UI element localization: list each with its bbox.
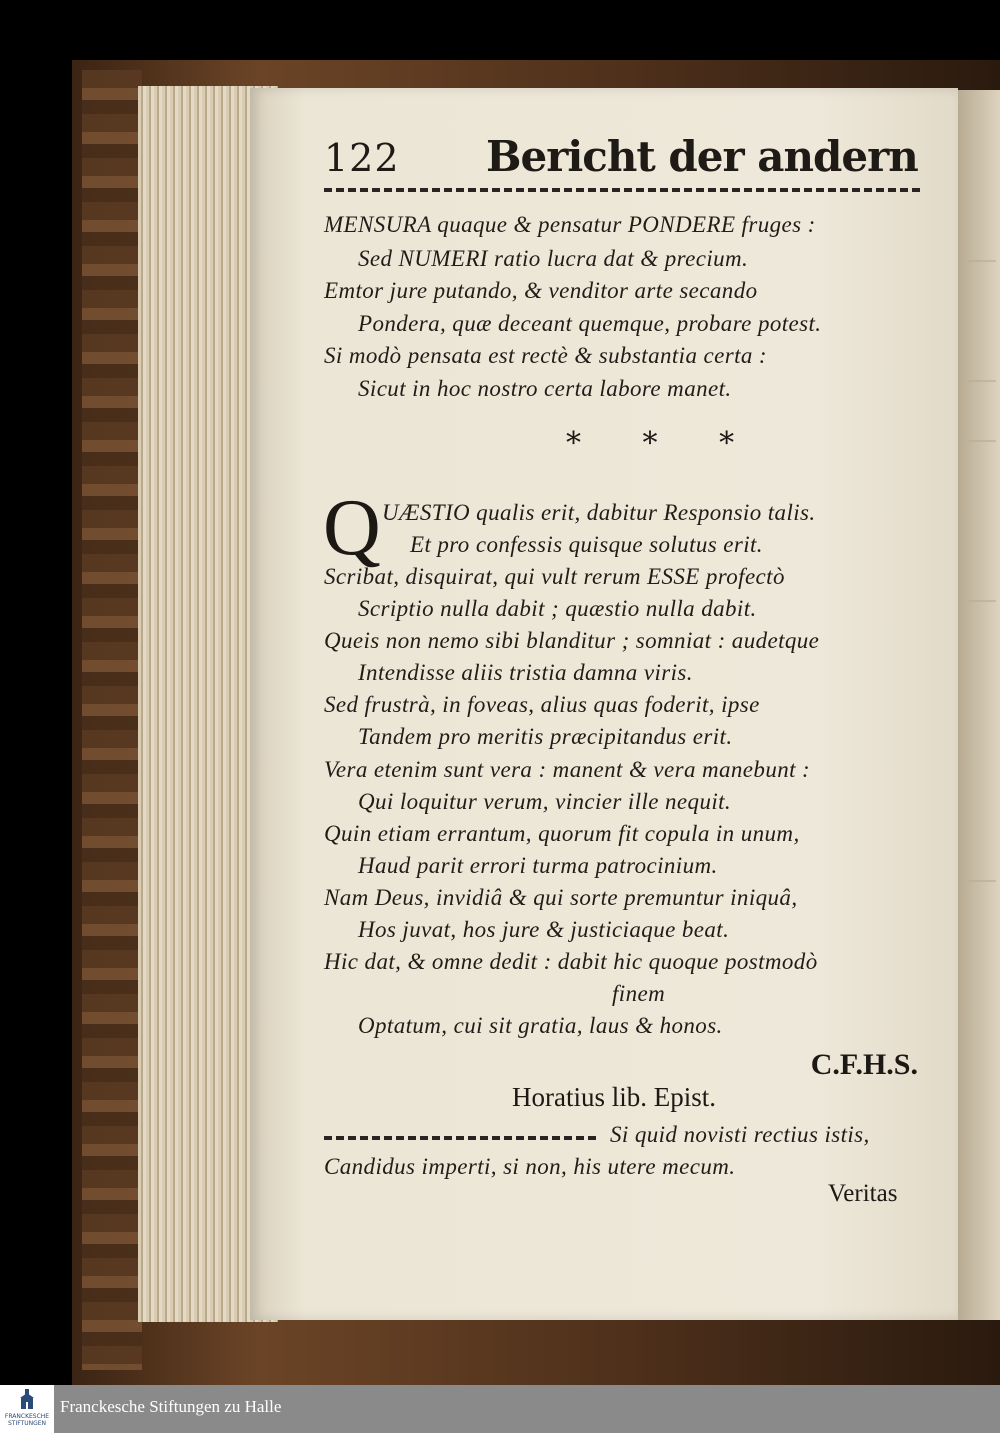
running-head: Bericht der andern [486, 132, 918, 181]
verse-line: finem [612, 981, 666, 1006]
institution-logo [0, 1385, 54, 1433]
verse-line: Sicut in hoc nostro certa labore manet. [358, 376, 732, 401]
section-separator: * * * [566, 426, 761, 461]
verse-line: Scribat, disquirat, qui vult rerum ESSE profectò [324, 564, 785, 589]
verse-line: Intendisse aliis tristia damna viris. [358, 660, 693, 685]
bleed-through-line [968, 380, 996, 382]
verse-line: Queis non nemo sibi blanditur ; somniat : audetque [324, 628, 820, 653]
verse-line: Optatum, cui sit gratia, laus & honos. [358, 1013, 723, 1038]
verse-line: Tandem pro meritis præcipitandus erit. [358, 724, 733, 749]
verse-line: Si modò pensata est rectè & substantia certa : [324, 343, 767, 368]
facing-page-edge [958, 90, 1000, 1320]
verse-line: Nam Deus, invidiâ & qui sorte premuntur iniquâ, [324, 885, 798, 910]
bleed-through-line [968, 260, 996, 262]
institution-name: Franckesche Stiftungen zu Halle [60, 1397, 282, 1416]
logo-label: FRANCKESCHE STIFTUNGEN [4, 1413, 50, 1427]
header-rule [324, 188, 920, 192]
verse-line: MENSURA quaque & pensatur PONDERE fruges : [324, 212, 816, 237]
verse-line: Sed frustrà, in foveas, alius quas foderit, ipse [324, 692, 760, 717]
catchword: Veritas [828, 1180, 898, 1207]
verse-line: Hos juvat, hos jure & justiciaque beat. [358, 917, 730, 942]
verse-line: Scriptio nulla dabit ; quæstio nulla dabit. [358, 596, 757, 621]
quote-source: Horatius lib. Epist. [512, 1082, 716, 1112]
building-icon [19, 1389, 35, 1411]
author-initials: C.F.H.S. [810, 1048, 918, 1081]
bleed-through-line [968, 880, 996, 882]
verse-line: Emtor jure putando, & venditor arte secando [324, 278, 758, 303]
verse-line: Pondera, quæ deceant quemque, probare potest. [358, 311, 822, 336]
drop-capital: Q [323, 484, 381, 572]
bleed-through-line [968, 600, 996, 602]
book-spine [82, 70, 142, 1370]
verse-line: Vera etenim sunt vera : manent & vera manebunt : [324, 757, 811, 782]
quote-line: Si quid novisti rectius istis, [610, 1122, 870, 1147]
verse-line: Quin etiam errantum, quorum fit copula in unum, [324, 821, 800, 846]
verse-line: UÆSTIO qualis erit, dabitur Responsio talis. [382, 500, 816, 525]
bleed-through-line [968, 440, 996, 442]
verse-line: Et pro confessis quisque solutus erit. [410, 532, 763, 557]
quote-rule [324, 1136, 596, 1140]
verse-line: Hic dat, & omne dedit : dabit hic quoque postmodò [324, 949, 818, 974]
verse-line: Sed NUMERI ratio lucra dat & precium. [358, 246, 749, 271]
quote-line: Candidus imperti, si non, his utere mecum. [324, 1154, 736, 1179]
verse-line: Qui loquitur verum, vincier ille nequit. [358, 789, 732, 814]
page-number: 122 [324, 136, 400, 180]
verse-line: Haud parit errori turma patrocinium. [358, 853, 718, 878]
